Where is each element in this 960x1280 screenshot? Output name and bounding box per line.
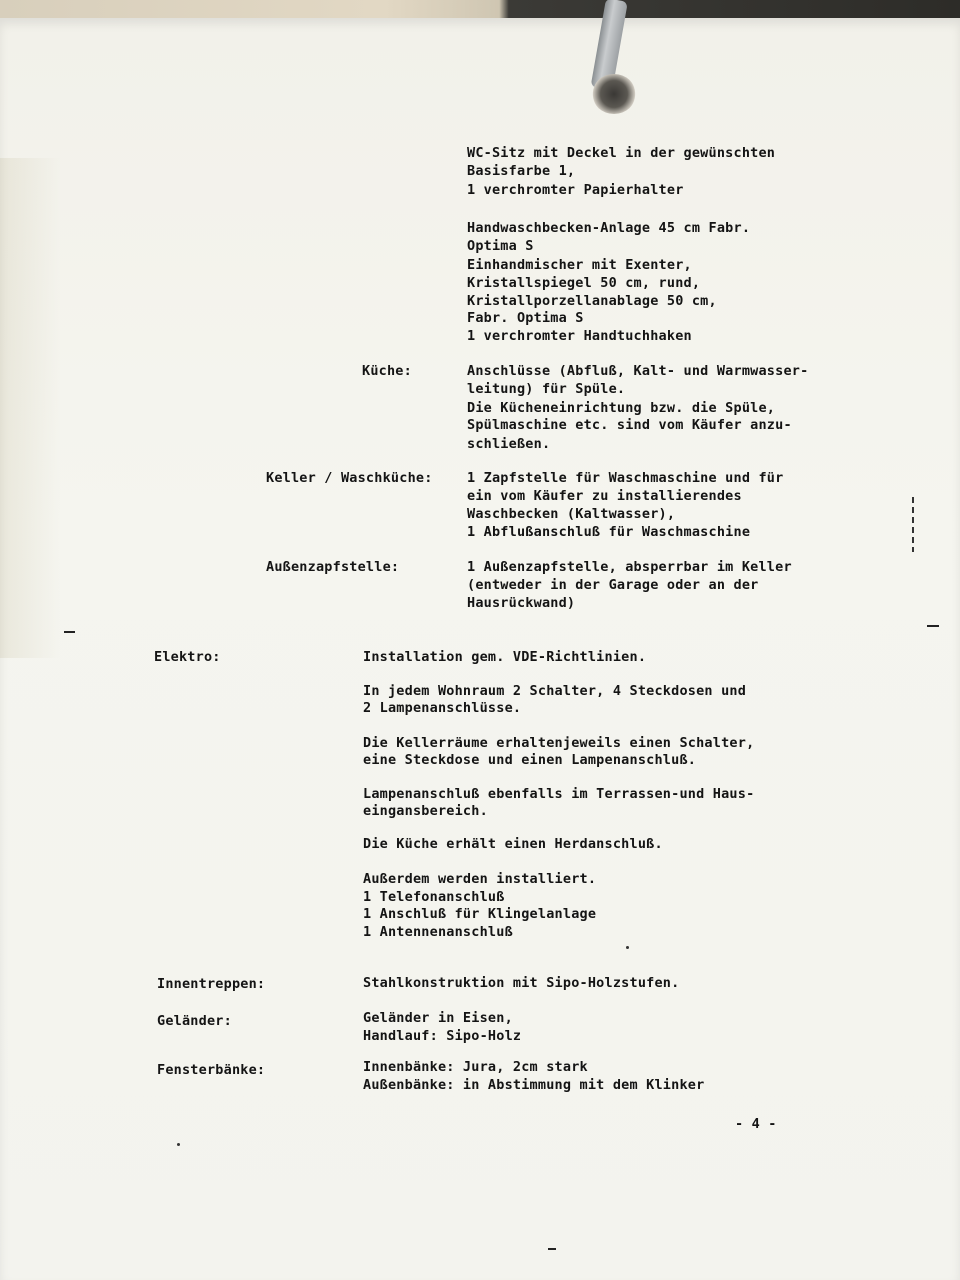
- page-number: - 4 -: [735, 1116, 777, 1132]
- elektro-line-11: 1 Anschluß für Klingelanlage: [363, 906, 597, 922]
- innentreppen-line-1: Stahlkonstruktion mit Sipo-Holzstufen.: [363, 975, 680, 991]
- handwaschbecken-line-5: Kristallporzellanablage 50 cm,: [467, 293, 717, 309]
- kueche-line-2: leitung) für Spüle.: [467, 381, 626, 397]
- section-label-kueche: Küche:: [362, 363, 412, 379]
- stray-dot: [626, 946, 629, 949]
- wc-line-1: WC-Sitz mit Deckel in der gewünschten: [467, 145, 776, 161]
- aussenzapfstelle-line-2: (entweder in der Garage oder an der: [467, 577, 759, 593]
- page-shading: [0, 158, 60, 658]
- punch-hole: [592, 74, 636, 114]
- elektro-line-7: eingansbereich.: [363, 803, 488, 819]
- gelaender-line-1: Geländer in Eisen,: [363, 1010, 513, 1026]
- margin-mark-vertical: [912, 497, 914, 552]
- section-label-gelaender: Geländer:: [157, 1013, 232, 1029]
- handwaschbecken-line-2: Optima S: [467, 238, 534, 254]
- elektro-line-9: Außerdem werden installiert.: [363, 871, 597, 887]
- handwaschbecken-line-6: Fabr. Optima S: [467, 310, 584, 326]
- wc-line-3: 1 verchromter Papierhalter: [467, 182, 684, 198]
- margin-mark-right: [927, 625, 939, 627]
- handwaschbecken-line-4: Kristallspiegel 50 cm, rund,: [467, 275, 701, 291]
- kueche-line-4: Spülmaschine etc. sind vom Käufer anzu-: [467, 417, 792, 433]
- section-label-keller: Keller / Waschküche:: [266, 470, 433, 486]
- gelaender-line-2: Handlauf: Sipo-Holz: [363, 1028, 522, 1044]
- elektro-line-8: Die Küche erhält einen Herdanschluß.: [363, 836, 663, 852]
- fensterbaenke-line-2: Außenbänke: in Abstimmung mit dem Klinker: [363, 1077, 705, 1093]
- stray-mark-bottom: [548, 1248, 556, 1250]
- wc-line-2: Basisfarbe 1,: [467, 163, 576, 179]
- margin-mark-left: [64, 631, 75, 633]
- keller-line-2: ein vom Käufer zu installierendes: [467, 488, 742, 504]
- section-label-fensterbaenke: Fensterbänke:: [157, 1062, 266, 1078]
- elektro-line-6: Lampenanschluß ebenfalls im Terrassen-und Haus-: [363, 786, 755, 802]
- keller-line-1: 1 Zapfstelle für Waschmaschine und für: [467, 470, 784, 486]
- kueche-line-5: schließen.: [467, 436, 551, 452]
- keller-line-4: 1 Abflußanschluß für Waschmaschine: [467, 524, 751, 540]
- kueche-line-1: Anschlüsse (Abfluß, Kalt- und Warmwasser-: [467, 363, 809, 379]
- elektro-line-2: In jedem Wohnraum 2 Schalter, 4 Steckdosen und: [363, 683, 747, 699]
- handwaschbecken-line-1: Handwaschbecken-Anlage 45 cm Fabr.: [467, 220, 751, 236]
- section-label-elektro: Elektro:: [154, 649, 221, 665]
- keller-line-3: Waschbecken (Kaltwasser),: [467, 506, 676, 522]
- elektro-line-1: Installation gem. VDE-Richtlinien.: [363, 649, 647, 665]
- aussenzapfstelle-line-1: 1 Außenzapfstelle, absperrbar im Keller: [467, 559, 792, 575]
- section-label-aussenzapfstelle: Außenzapfstelle:: [266, 559, 400, 575]
- kueche-line-3: Die Kücheneinrichtung bzw. die Spüle,: [467, 400, 776, 416]
- elektro-line-12: 1 Antennenanschluß: [363, 924, 513, 940]
- elektro-line-10: 1 Telefonanschluß: [363, 889, 505, 905]
- elektro-line-4: Die Kellerräume erhaltenjeweils einen Schalter,: [363, 735, 755, 751]
- fensterbaenke-line-1: Innenbänke: Jura, 2cm stark: [363, 1059, 588, 1075]
- stray-dot: [177, 1143, 180, 1146]
- elektro-line-3: 2 Lampenanschlüsse.: [363, 700, 522, 716]
- handwaschbecken-line-3: Einhandmischer mit Exenter,: [467, 257, 692, 273]
- elektro-line-5: eine Steckdose und einen Lampenanschluß.: [363, 752, 697, 768]
- section-label-innentreppen: Innentreppen:: [157, 976, 266, 992]
- aussenzapfstelle-line-3: Hausrückwand): [467, 595, 576, 611]
- handwaschbecken-line-7: 1 verchromter Handtuchhaken: [467, 328, 692, 344]
